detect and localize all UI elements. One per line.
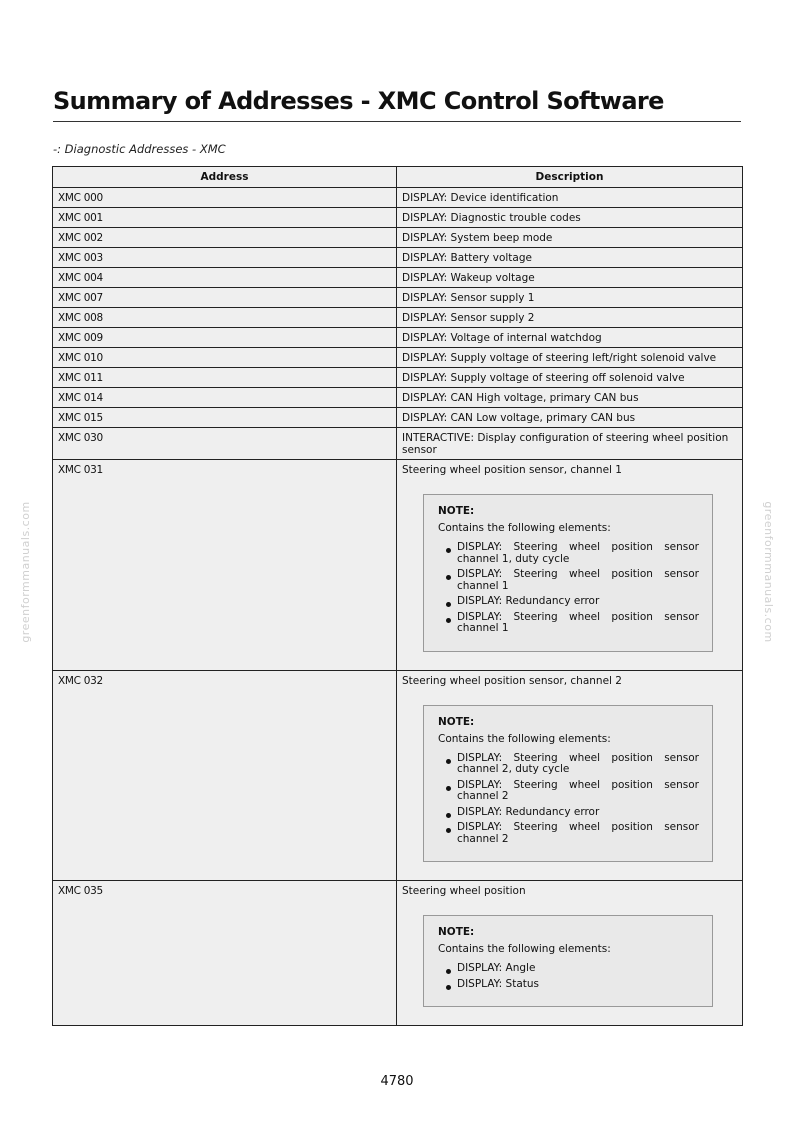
table-row bbox=[53, 670, 743, 881]
description-cell: DISPLAY: Supply voltage of steering off solenoid valve bbox=[397, 368, 743, 388]
watermark-right: greenformmanuals.com bbox=[762, 501, 775, 643]
note-list-item: DISPLAY: Steering wheel position sensor channel 2 bbox=[438, 780, 699, 803]
note-intro: Contains the following elements: bbox=[438, 943, 611, 955]
section-subtitle: -: Diagnostic Addresses - XMC bbox=[53, 142, 226, 156]
table-row bbox=[53, 288, 743, 308]
table-row bbox=[53, 388, 743, 408]
description-cell bbox=[397, 881, 743, 1026]
note-box bbox=[423, 494, 713, 652]
description-cell: DISPLAY: Sensor supply 2 bbox=[397, 308, 743, 328]
note-intro: Contains the following elements: bbox=[438, 732, 611, 745]
description-cell bbox=[397, 670, 743, 881]
description-cell: DISPLAY: System beep mode bbox=[397, 228, 743, 248]
note-list-item: DISPLAY: Steering wheel position sensor channel 1 bbox=[438, 612, 699, 635]
address-cell: XMC 010 bbox=[53, 348, 397, 368]
description-cell: DISPLAY: Voltage of internal watchdog bbox=[397, 328, 743, 348]
table-row bbox=[53, 460, 743, 671]
description-cell: DISPLAY: CAN High voltage, primary CAN bus bbox=[397, 388, 743, 408]
note-list-item: DISPLAY: Redundancy error bbox=[438, 807, 699, 819]
table-row bbox=[53, 208, 743, 228]
page-title: Summary of Addresses - XMC Control Software bbox=[53, 86, 741, 122]
description-cell: DISPLAY: Diagnostic trouble codes bbox=[397, 208, 743, 228]
description-cell: DISPLAY: Sensor supply 1 bbox=[397, 288, 743, 308]
address-cell: XMC 009 bbox=[53, 328, 397, 348]
column-header-address: Address bbox=[53, 167, 397, 188]
address-cell: XMC 008 bbox=[53, 308, 397, 328]
table-row bbox=[53, 228, 743, 248]
description-cell bbox=[397, 460, 743, 671]
note-title: NOTE: bbox=[438, 926, 475, 938]
note-list-item: DISPLAY: Status bbox=[438, 979, 699, 991]
address-cell: XMC 002 bbox=[53, 228, 397, 248]
note-box bbox=[423, 915, 713, 1007]
note-title: NOTE: bbox=[438, 715, 475, 728]
note-list-item: DISPLAY: Steering wheel position sensor channel 1 bbox=[438, 569, 699, 592]
table-row bbox=[53, 408, 743, 428]
address-cell: XMC 014 bbox=[53, 388, 397, 408]
page-number: 4780 bbox=[380, 1074, 414, 1089]
address-cell: XMC 032 bbox=[53, 670, 397, 881]
description-text: Steering wheel position sensor, channel 2 bbox=[402, 674, 622, 687]
note-list bbox=[438, 542, 699, 635]
table-row bbox=[53, 328, 743, 348]
note-list bbox=[438, 753, 699, 846]
addresses-table bbox=[52, 166, 743, 1026]
address-cell: XMC 004 bbox=[53, 268, 397, 288]
note-list-item: DISPLAY: Steering wheel position sensor channel 2 bbox=[438, 822, 699, 845]
watermark-left: greenformmanuals.com bbox=[19, 501, 32, 643]
table-header-row bbox=[53, 167, 743, 188]
description-cell: DISPLAY: Supply voltage of steering left/right solenoid valve bbox=[397, 348, 743, 368]
address-cell: XMC 031 bbox=[53, 460, 397, 671]
note-intro: Contains the following elements: bbox=[438, 522, 611, 534]
note-title: NOTE: bbox=[438, 505, 475, 517]
description-text: Steering wheel position bbox=[402, 885, 526, 897]
description-cell: DISPLAY: CAN Low voltage, primary CAN bus bbox=[397, 408, 743, 428]
description-text: Steering wheel position sensor, channel 1 bbox=[402, 464, 622, 476]
note-list-item: DISPLAY: Steering wheel position sensor channel 2, duty cycle bbox=[438, 753, 699, 776]
column-header-description: Description bbox=[397, 167, 743, 188]
table-row bbox=[53, 268, 743, 288]
address-cell: XMC 007 bbox=[53, 288, 397, 308]
address-cell: XMC 001 bbox=[53, 208, 397, 228]
address-cell: XMC 000 bbox=[53, 188, 397, 208]
address-cell: XMC 011 bbox=[53, 368, 397, 388]
table-row bbox=[53, 248, 743, 268]
description-cell: DISPLAY: Battery voltage bbox=[397, 248, 743, 268]
address-cell: XMC 035 bbox=[53, 881, 397, 1026]
address-cell: XMC 003 bbox=[53, 248, 397, 268]
table-row bbox=[53, 428, 743, 460]
table-row bbox=[53, 188, 743, 208]
table-row bbox=[53, 348, 743, 368]
table-row bbox=[53, 881, 743, 1026]
note-list-item: DISPLAY: Angle bbox=[438, 963, 699, 975]
description-cell: DISPLAY: Wakeup voltage bbox=[397, 268, 743, 288]
address-cell: XMC 015 bbox=[53, 408, 397, 428]
note-list-item: DISPLAY: Steering wheel position sensor channel 1, duty cycle bbox=[438, 542, 699, 565]
note-box bbox=[423, 705, 713, 863]
table-row bbox=[53, 368, 743, 388]
note-list-item: DISPLAY: Redundancy error bbox=[438, 596, 699, 608]
table-row bbox=[53, 308, 743, 328]
note-list bbox=[438, 963, 699, 990]
description-cell: DISPLAY: Device identification bbox=[397, 188, 743, 208]
address-cell: XMC 030 bbox=[53, 428, 397, 460]
description-cell: INTERACTIVE: Display configuration of steering wheel position sensor bbox=[397, 428, 743, 460]
